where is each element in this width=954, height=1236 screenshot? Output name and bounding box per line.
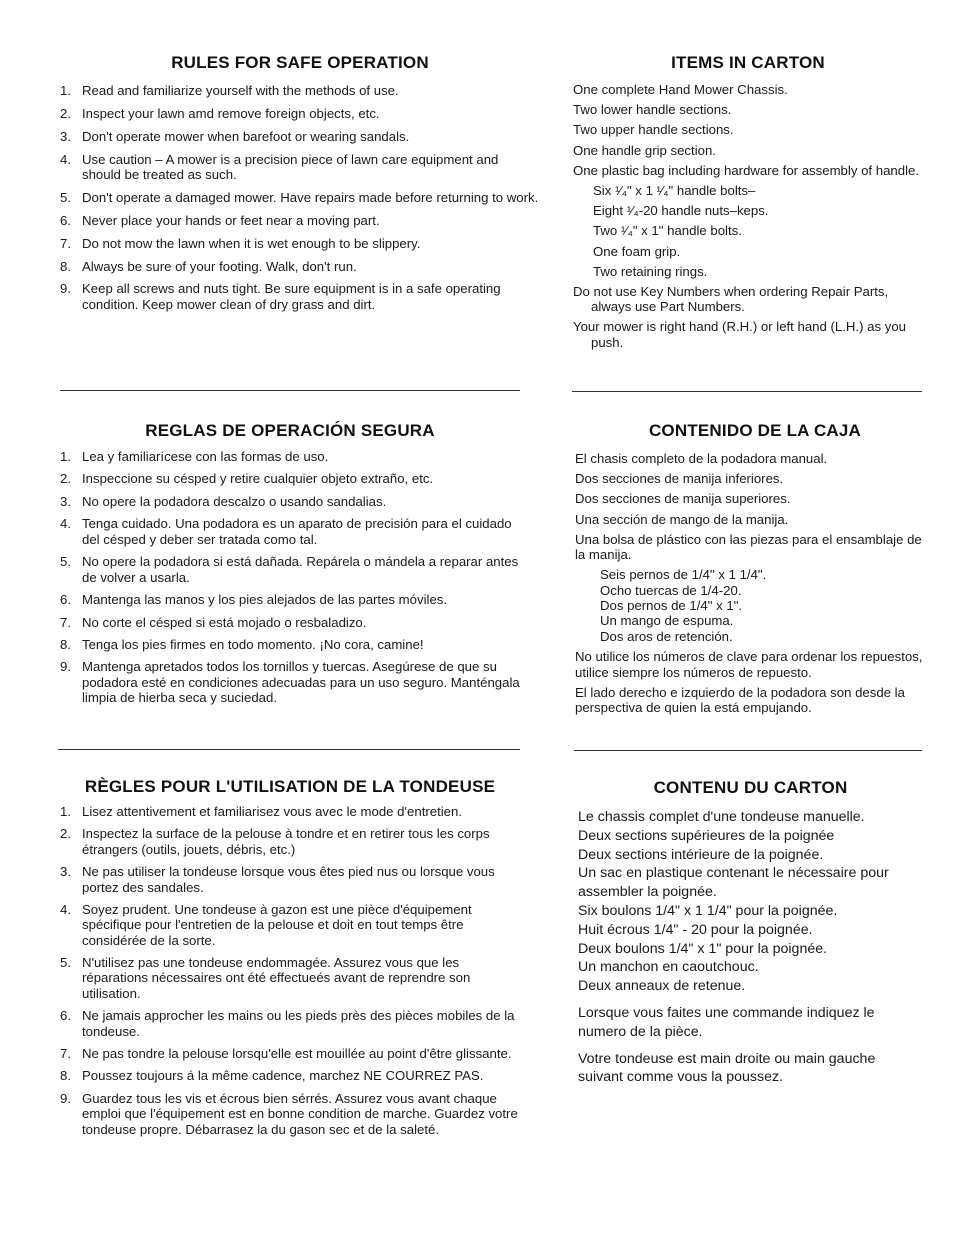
list-item: 3. No opere la podadora descalzo o usando sandalias. (60, 493, 387, 509)
hardware-line: Seis pernos de 1/4" x 1 1/4". (600, 567, 767, 583)
en-rules-title: RULES FOR SAFE OPERATION (171, 53, 429, 72)
note-line: Lorsque vous faites une commande indiquez le numero de la pièce. (578, 1004, 875, 1040)
item-line: Le chassis complet d'une tondeuse manuelle. (578, 809, 865, 825)
item-line: Two upper handle sections. (573, 122, 734, 138)
hardware-line: Ocho tuercas de 1/4-20. (600, 582, 742, 598)
item-line: Dos secciones de manija superiores. (575, 491, 791, 507)
list-item: 7. Ne pas tondre la pelouse lorsqu'elle est mouillée au point d'être glissante. (60, 1045, 512, 1061)
list-item: 3. Don't operate mower when barefoot or wearing sandals. (60, 128, 410, 144)
list-item: 4. Tenga cuidado. Una podadora es un aparato de precisión para el cuidado del césped y deber ser tratada como tal. (60, 516, 512, 547)
list-item: 3. Ne pas utiliser la tondeuse lorsque vous êtes pied nus ou lorsque vous portez des sandales. (60, 864, 495, 895)
note-line: Your mower is right hand (R.H.) or left hand (L.H.) as you push. (573, 319, 907, 350)
note-line: No utilice los números de clave para ordenar los repuestos, utilice siempre los números de repuesto. (575, 649, 923, 680)
es-rules-title: REGLAS DE OPERACIÓN SEGURA (145, 421, 435, 440)
item-line: Deux sections supérieures de la poignée (578, 827, 835, 844)
list-item: 2. Inspect your lawn amd remove foreign objects, etc. (60, 105, 380, 121)
list-item: 1. Lisez attentivement et familiarisez vous avec le mode d'entretien. (60, 804, 463, 819)
list-item: 8. Poussez toujours á la même cadence, marchez NE COURREZ PAS. (60, 1068, 484, 1084)
en-items-title: ITEMS IN CARTON (671, 53, 825, 72)
list-item: 5. No opere la podadora si está dañada. Repárela o mándela a reparar antes de volver a usarla. (60, 554, 519, 585)
fr-rules-title: RÈGLES POUR L'UTILISATION DE LA TONDEUSE (84, 777, 496, 796)
item-line: One plastic bag including hardware for assembly of handle. (573, 162, 920, 178)
hardware-line: Un mango de espuma. (600, 613, 734, 629)
item-line: Un manchon en caoutchouc. (578, 959, 759, 976)
en-items-section (573, 53, 923, 355)
divider (574, 750, 922, 751)
hardware-line: Eight ¹⁄₄-20 handle nuts–keps. (593, 203, 769, 219)
note-line: Votre tondeuse est main droite ou main gauche suivant comme vous la poussez. (578, 1050, 876, 1086)
hardware-line: Two retaining rings. (593, 263, 708, 279)
es-items-title: CONTENIDO DE LA CAJA (648, 421, 862, 440)
list-item: 9. Mantenga apretados todos los tornillos y tuercas. Asegúrese de que su podadora esté en condiciones adecuadas para un uso seguro. Manténgala limpia de hierba seca y suciedad. (60, 659, 520, 706)
list-item: 4. Soyez prudent. Une tondeuse à gazon est une pièce d'équipement spécifique pour l'entretien de la pelouse et doit en tout temps être considérée de la sorte. (60, 902, 472, 948)
list-item: 4. Use caution – A mower is a precision piece of lawn care equipment and should be treated as such. (60, 151, 499, 182)
es-items-section (575, 421, 935, 720)
fr-rules-section (60, 777, 520, 1144)
hardware-line: One foam grip. (593, 243, 681, 259)
item-line: One handle grip section. (573, 142, 716, 158)
item-line: Six boulons 1/4" x 1 1/4" pour la poignée. (578, 902, 838, 919)
list-item: 5. N'utilisez pas une tondeuse endommagée. Assurez vous que les réparations nécessaires ont été effectueés avant de reprendre son utilisation. (60, 955, 471, 1001)
hardware-list (575, 567, 935, 644)
list-item: 2. Inspeccione su césped y retire cualquier objeto extraño, etc. (60, 471, 434, 487)
fr-items-section (578, 778, 923, 1087)
hardware-line: Dos pernos de 1/4" x 1". (600, 598, 743, 614)
list-item: 9. Guardez tous les vis et écrous bien sérrés. Assurez vous avant chaque emploi que l'équipement est en bonne condition de marche. Guardez votre tondeuse propre. Débarrasez la du gason sec et de la saleté. (60, 1090, 518, 1137)
list-item: 1. Read and familiarize yourself with the methods of use. (60, 83, 399, 98)
list-item: 6. Ne jamais approcher les mains ou les pieds près des pièces mobiles de la tondeuse. (60, 1008, 515, 1039)
fr-items-title: CONTENU DU CARTON (653, 778, 848, 797)
hardware-line: Six ¹⁄₄" x 1 ¹⁄₄" handle bolts– (593, 182, 756, 198)
item-line: El chasis completo de la podadora manual. (575, 451, 828, 466)
list-item: 7. No corte el césped si está mojado o resbaladizo. (60, 614, 367, 630)
note-line: El lado derecho e izquierdo de la podadora son desde la perspectiva de quien la está empujando. (575, 684, 905, 716)
hardware-line: Two ¹⁄₄" x 1" handle bolts. (593, 223, 742, 239)
list-item: 8. Tenga los pies firmes en todo momento. ¡No cora, camine! (60, 636, 424, 652)
list-item: 6. Never place your hands or feet near a moving part. (60, 212, 380, 228)
item-line: Una bolsa de plástico con las piezas para el ensamblaje de la manija. (575, 531, 922, 563)
divider (60, 390, 520, 391)
es-rules-section (60, 421, 520, 713)
list-item: 9. Keep all screws and nuts tight. Be sure equipment is in a safe operating condition. Keep mower clean of dry grass and dirt. (60, 281, 501, 312)
list-item: 6. Mantenga las manos y los pies alejados de las partes móviles. (60, 592, 448, 608)
list-item: 1. Lea y familiarícese con las formas de uso. (60, 449, 329, 464)
hardware-line: Dos aros de retención. (600, 628, 733, 644)
item-line: Huit écrous 1/4" - 20 pour la poignée. (578, 921, 813, 938)
divider (572, 391, 922, 392)
divider (58, 749, 520, 750)
list-item: 2. Inspectez la surface de la pelouse à tondre et en retirer tous les corps étrangers (outils, jouets, débris, etc.) (60, 826, 490, 857)
list-item: 5. Don't operate a damaged mower. Have repairs made before returning to work. (60, 189, 539, 205)
list-item: 8. Always be sure of your footing. Walk, don't run. (60, 258, 357, 274)
item-line: Deux boulons 1/4" x 1" pour la poignée. (578, 940, 828, 957)
fr-rules-list (60, 804, 520, 1137)
item-line: Un sac en plastique contenant le nécessaire pour assembler la poignée. (578, 865, 889, 901)
list-item: 7. Do not mow the lawn when it is wet enough to be slippery. (60, 235, 421, 251)
note-line: Do not use Key Numbers when ordering Repair Parts, always use Part Numbers. (573, 283, 889, 315)
item-line: Dos secciones de manija inferiores. (575, 471, 784, 487)
item-line: Deux anneaux de retenue. (578, 978, 746, 995)
item-line: Una sección de mango de la manija. (575, 511, 789, 527)
es-rules-list (60, 449, 520, 705)
en-rules-section (60, 53, 540, 320)
item-line: Two lower handle sections. (573, 102, 732, 118)
en-rules-list (60, 83, 540, 312)
item-line: One complete Hand Mower Chassis. (573, 82, 788, 97)
item-line: Deux sections intérieure de la poignée. (578, 846, 824, 863)
